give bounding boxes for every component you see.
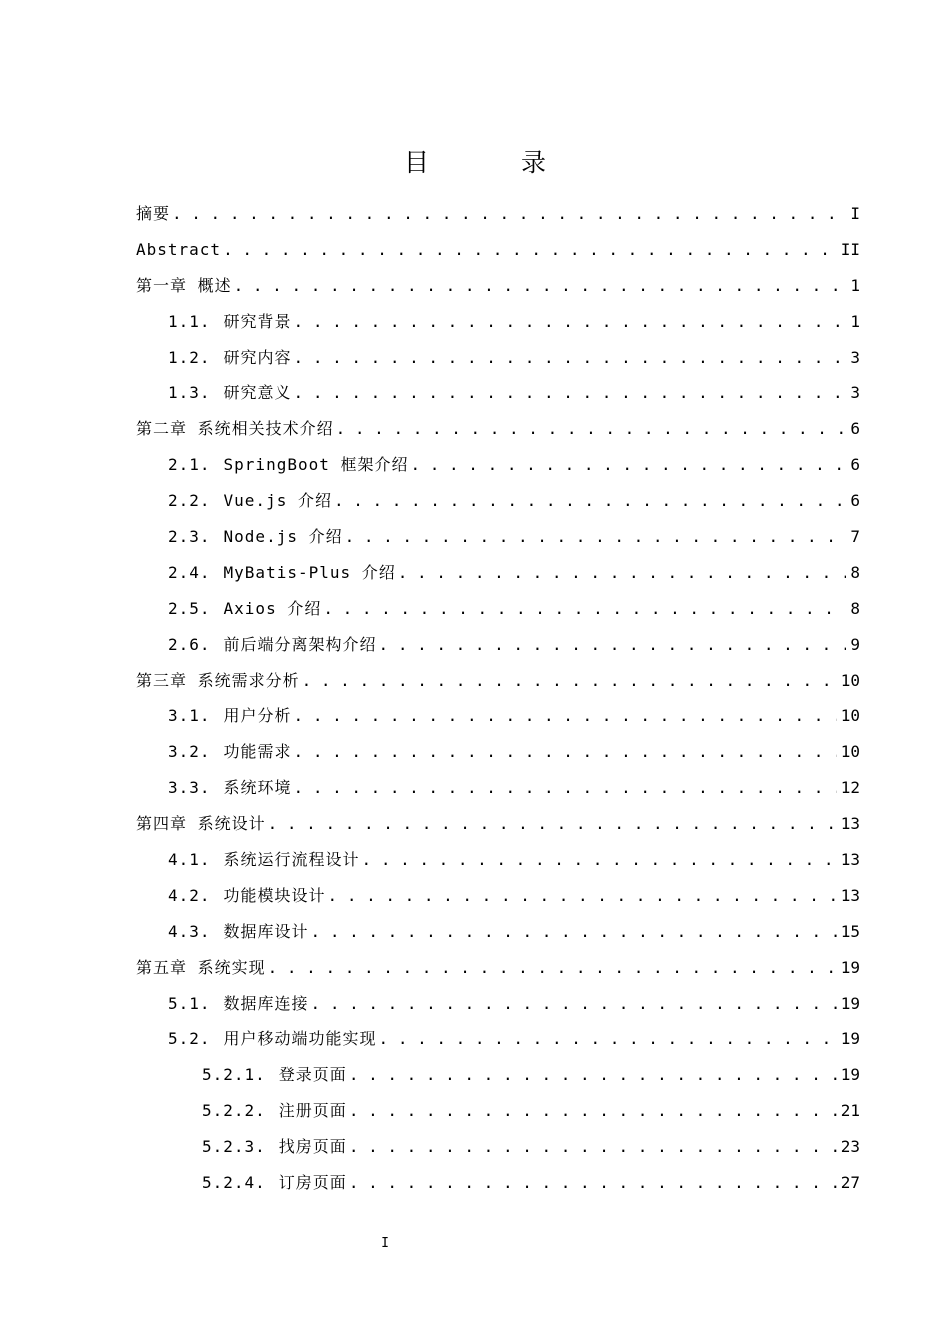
toc-entry-page: 9 [850, 634, 860, 654]
toc-entry[interactable] [136, 950, 860, 986]
toc-entry[interactable] [136, 591, 860, 627]
toc-entry[interactable] [136, 268, 860, 304]
toc-entry-number: 2.1. [168, 455, 211, 475]
toc-entry-page: 8 [850, 598, 860, 618]
toc-entry[interactable] [136, 304, 860, 340]
toc-entry[interactable] [136, 1021, 860, 1057]
toc-entry-title: 第四章 系统设计 [136, 814, 266, 834]
page-footer-number: I [381, 1236, 389, 1251]
toc-dot-leader [294, 770, 837, 806]
toc-entry-number: 1.2. [168, 347, 211, 367]
toc-entry-title: 登录页面 [278, 1065, 347, 1085]
toc-entry[interactable] [136, 806, 860, 842]
toc-entry-page: 6 [850, 491, 860, 511]
toc-entry-number: 4.1. [168, 850, 211, 870]
toc-entry[interactable] [136, 842, 860, 878]
toc-entry-title: Vue.js 介绍 [223, 491, 332, 511]
toc-entry-page: I [850, 204, 860, 223]
toc-dot-leader [398, 555, 847, 591]
toc-entry[interactable] [136, 734, 860, 770]
toc-entry[interactable] [136, 914, 860, 950]
toc-entry-number: 5.2.3. [202, 1137, 266, 1157]
toc-entry-page: 1 [850, 311, 860, 331]
toc-entry-title: 第三章 系统需求分析 [136, 670, 300, 690]
toc-dot-leader [294, 304, 847, 340]
toc-entry-page: 3 [850, 347, 860, 367]
toc-entry[interactable] [136, 232, 860, 268]
toc-dot-leader [323, 591, 846, 627]
toc-entry[interactable] [136, 986, 860, 1022]
toc-entry-title: 注册页面 [278, 1101, 347, 1121]
toc-entry-page: 10 [840, 742, 860, 762]
table-of-contents [136, 196, 860, 1201]
toc-entry-title: Axios 介绍 [223, 598, 322, 618]
toc-entry[interactable] [136, 340, 860, 376]
toc-entry-number: 4.2. [168, 885, 211, 905]
toc-entry-number: 3.1. [168, 706, 211, 726]
toc-dot-leader [334, 483, 846, 519]
toc-entry-page: 6 [850, 455, 860, 475]
toc-entry[interactable] [136, 411, 860, 447]
toc-entry[interactable] [136, 483, 860, 519]
toc-entry-page: II [840, 239, 860, 259]
toc-dot-leader [336, 411, 847, 447]
toc-entry-number: 3.3. [168, 778, 211, 798]
toc-dot-leader [349, 1165, 837, 1201]
toc-entry[interactable] [136, 196, 860, 232]
toc-entry-title: 功能需求 [223, 742, 292, 762]
toc-entry[interactable] [136, 770, 860, 806]
toc-entry-page: 27 [840, 1173, 860, 1193]
toc-entry-number: 4.3. [168, 921, 211, 941]
toc-entry-title: 系统环境 [223, 778, 292, 798]
toc-entry-page: 7 [850, 527, 860, 547]
toc-entry[interactable] [136, 1057, 860, 1093]
toc-dot-leader [172, 196, 846, 232]
toc-entry-page: 19 [840, 1029, 860, 1049]
toc-entry[interactable] [136, 375, 860, 411]
toc-dot-leader [311, 986, 837, 1022]
toc-entry-title: 研究内容 [223, 347, 292, 367]
toc-entry-page: 19 [840, 993, 860, 1013]
toc-entry-number: 1.3. [168, 383, 211, 403]
toc-entry-number: 5.2.2. [202, 1101, 266, 1121]
toc-entry-title: MyBatis-Plus 介绍 [223, 562, 396, 582]
toc-entry-title: 数据库设计 [223, 921, 309, 941]
toc-entry-title: 系统运行流程设计 [223, 850, 360, 870]
toc-entry-title: 订房页面 [278, 1173, 347, 1193]
toc-entry-title: 研究背景 [223, 311, 292, 331]
toc-entry[interactable] [136, 519, 860, 555]
toc-entry-number: 5.2.4. [202, 1173, 266, 1193]
toc-dot-leader [294, 698, 837, 734]
toc-entry[interactable] [136, 878, 860, 914]
toc-entry[interactable] [136, 663, 860, 699]
toc-entry-number: 5.1. [168, 993, 211, 1013]
toc-entry-number: 5.2.1. [202, 1065, 266, 1085]
toc-entry[interactable] [136, 698, 860, 734]
toc-dot-leader [234, 268, 847, 304]
toc-entry-number: 2.5. [168, 598, 211, 618]
toc-entry-number: 3.2. [168, 742, 211, 762]
toc-entry-title: 找房页面 [278, 1137, 347, 1157]
toc-entry-page: 13 [840, 885, 860, 905]
toc-dot-leader [268, 806, 837, 842]
toc-entry-title: 前后端分离架构介绍 [223, 634, 377, 654]
toc-dot-leader [349, 1057, 837, 1093]
toc-entry-page: 10 [840, 706, 860, 726]
toc-dot-leader [362, 842, 837, 878]
toc-dot-leader [411, 447, 847, 483]
toc-dot-leader [328, 878, 837, 914]
toc-entry-page: 19 [840, 1065, 860, 1085]
toc-entry-number: 2.2. [168, 491, 211, 511]
toc-entry-number: 2.6. [168, 634, 211, 654]
toc-dot-leader [294, 340, 847, 376]
toc-dot-leader [268, 950, 837, 986]
toc-entry[interactable] [136, 1093, 860, 1129]
toc-entry-number: 2.3. [168, 527, 211, 547]
toc-entry-page: 10 [840, 670, 860, 690]
toc-entry-title: SpringBoot 框架介绍 [223, 455, 409, 475]
toc-entry-title: 第五章 系统实现 [136, 957, 266, 977]
toc-dot-leader [294, 734, 837, 770]
toc-entry-page: 3 [850, 383, 860, 403]
toc-dot-leader [302, 663, 837, 699]
toc-dot-leader [379, 1021, 837, 1057]
toc-entry-page: 13 [840, 850, 860, 870]
toc-entry-title: 用户分析 [223, 706, 292, 726]
toc-entry-page: 23 [840, 1137, 860, 1157]
toc-dot-leader [294, 375, 847, 411]
toc-entry[interactable] [136, 1129, 860, 1165]
toc-entry[interactable] [136, 447, 860, 483]
toc-entry-page: 19 [840, 957, 860, 977]
toc-entry-number: 5.2. [168, 1029, 211, 1049]
toc-entry-page: 12 [840, 778, 860, 798]
toc-dot-leader [349, 1129, 837, 1165]
toc-entry[interactable] [136, 627, 860, 663]
toc-entry-title: 用户移动端功能实现 [223, 1029, 377, 1049]
toc-entry-title: Abstract [136, 239, 222, 259]
toc-entry-page: 8 [850, 562, 860, 582]
toc-entry-number: 1.1. [168, 311, 211, 331]
toc-entry[interactable] [136, 555, 860, 591]
toc-dot-leader [349, 1093, 837, 1129]
toc-entry-page: 6 [850, 419, 860, 439]
toc-entry-number: 2.4. [168, 562, 211, 582]
toc-entry-title: 第二章 系统相关技术介绍 [136, 419, 334, 439]
toc-entry-title: 数据库连接 [223, 993, 309, 1013]
toc-entry-title: 摘要 [136, 204, 171, 223]
toc-dot-leader [223, 232, 837, 268]
toc-entry-page: 13 [840, 814, 860, 834]
toc-title: 目 录 [404, 148, 588, 177]
toc-entry-title: 第一章 概述 [136, 275, 232, 295]
toc-entry-page: 1 [850, 275, 860, 295]
toc-entry[interactable] [136, 1165, 860, 1201]
toc-entry-title: 功能模块设计 [223, 885, 326, 905]
toc-entry-title: Node.js 介绍 [223, 527, 343, 547]
toc-entry-page: 15 [840, 921, 860, 941]
toc-dot-leader [379, 627, 847, 663]
toc-entry-title: 研究意义 [223, 383, 292, 403]
toc-dot-leader [311, 914, 837, 950]
toc-entry-page: 21 [840, 1101, 860, 1121]
toc-dot-leader [345, 519, 847, 555]
